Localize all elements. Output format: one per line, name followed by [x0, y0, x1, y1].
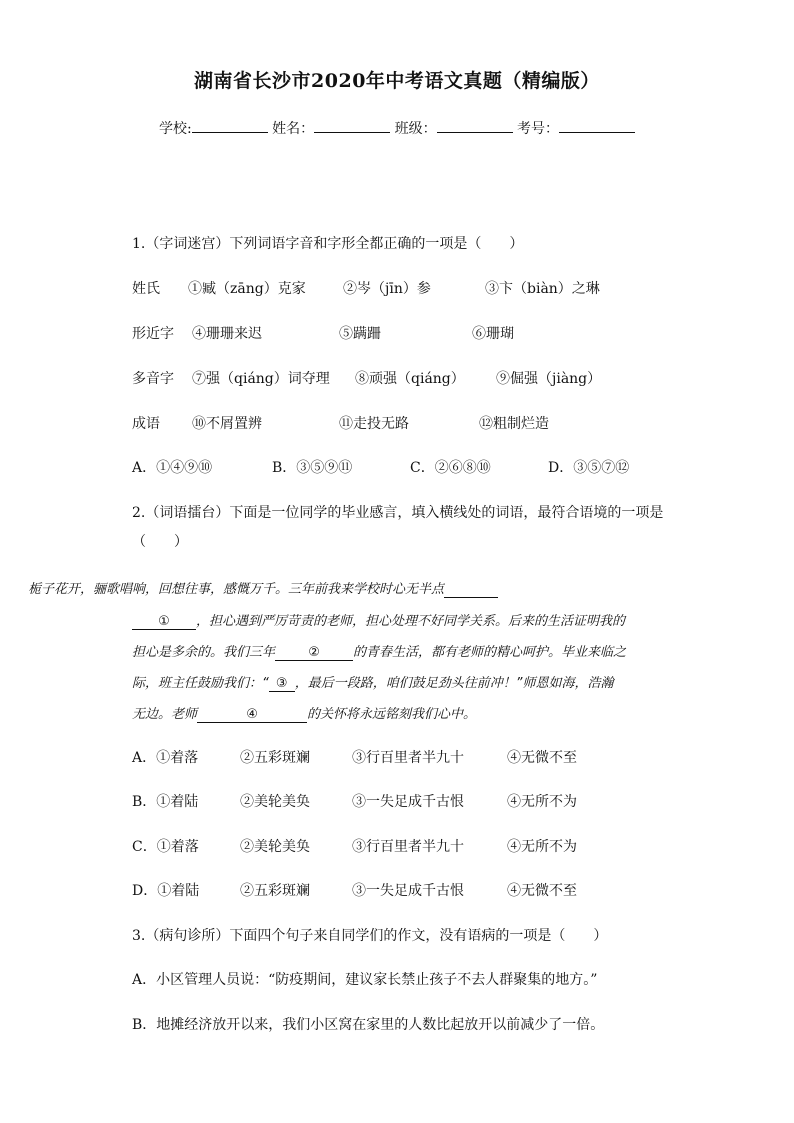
q1-item: ⑫粗制烂造 [479, 416, 549, 432]
q2-option-b[interactable]: B．①着陆 [132, 794, 199, 810]
passage-text: 际，班主任鼓励我们：“ [132, 676, 269, 691]
exam-no-label: 考号： [517, 121, 560, 137]
name-blank[interactable] [314, 118, 390, 133]
blank-2[interactable]: ② [275, 645, 353, 661]
q3-option-a[interactable]: A．小区管理人员说：“防疫期间，建议家长禁止孩子不去人群聚集的地方。” [132, 972, 598, 988]
exam-no-blank[interactable] [559, 118, 635, 133]
name-label: 姓名： [272, 121, 315, 137]
q2-stem-parens: （ ） [132, 534, 188, 550]
passage-text: 无边。老师 [132, 707, 198, 722]
q2-option-a[interactable]: A．①着落 [132, 750, 199, 766]
passage-text: 的青春生活，都有老师的精心呵护。毕业来临之 [353, 645, 627, 660]
q1-row-label: 形近字 [132, 326, 174, 342]
q1-item: ⑩不屑置辨 [192, 416, 262, 432]
q1-item: ⑦强（qiáng）词夺理 [192, 371, 330, 387]
passage-text: ，担心遇到严厉苛责的老师，担心处理不好同学关系。后来的生活证明我的 [196, 614, 626, 629]
passage-text: ，最后一段路，咱们鼓足劲头往前冲！”师恩如海，浩瀚 [294, 676, 614, 691]
school-blank[interactable] [192, 118, 268, 133]
document-title: 湖南省长沙市2020年中考语文真题（精编版） [194, 70, 600, 92]
class-label: 班级： [394, 121, 437, 137]
q1-option-b[interactable]: B．③⑤⑨⑪ [272, 460, 353, 476]
q2-option-c[interactable]: C．①着落 [132, 839, 199, 855]
q1-item: ⑧顽强（qiáng） [355, 371, 465, 387]
blank-1[interactable]: ① [132, 614, 196, 630]
q2-option-item: ④无所不为 [507, 839, 577, 855]
blank-4[interactable]: ④ [197, 707, 307, 723]
q1-item: ①臧（zāng）克家 [188, 281, 306, 297]
q1-item: ⑨倔强（jiàng） [496, 371, 602, 387]
q1-item: ⑪走投无路 [339, 416, 409, 432]
q2-option-item: ③行百里者半九十 [352, 750, 464, 766]
passage-text: 栀子花开，骊歌唱响，回想往事，感慨万千。三年前我来学校时心无半点 [28, 582, 445, 597]
q2-option-item: ②五彩斑斓 [240, 883, 310, 899]
q1-option-a[interactable]: A．①④⑨⑩ [132, 460, 213, 476]
q2-option-item: ③一失足成千古恨 [352, 883, 464, 899]
q2-option-item: ②美轮美奂 [240, 839, 310, 855]
q3-option-b[interactable]: B．地摊经济放开以来，我们小区窝在家里的人数比起放开以前减少了一倍。 [132, 1017, 605, 1033]
q1-row-label: 姓氏 [132, 281, 160, 297]
q1-item: ②岑（jīn）参 [343, 281, 431, 297]
q2-option-item: ④无微不至 [507, 750, 577, 766]
passage-text: 的关怀将永远铭刻我们心中。 [307, 707, 477, 722]
student-info-line [0, 118, 794, 138]
q1-item: ⑥珊瑚 [472, 326, 514, 342]
q1-item: ④珊珊来迟 [192, 326, 262, 342]
q2-option-item: ③行百里者半九十 [352, 839, 464, 855]
q3-stem: 3.（病句诊所）下面四个句子来自同学们的作文，没有语病的一项是（ ） [132, 928, 608, 944]
blank-1-start[interactable] [444, 582, 498, 598]
q1-row-label: 成语 [132, 416, 160, 432]
q1-item: ⑤蹒跚 [339, 326, 381, 342]
blank-3[interactable]: ③ [269, 676, 295, 692]
q2-option-item: ④无所不为 [507, 794, 577, 810]
q1-item: ③卞（biàn）之琳 [485, 281, 600, 297]
q2-option-item: ②美轮美奂 [240, 794, 310, 810]
q2-option-item: ④无微不至 [507, 883, 577, 899]
q2-option-item: ②五彩斑斓 [240, 750, 310, 766]
q1-option-c[interactable]: C．②⑥⑧⑩ [410, 460, 491, 476]
q2-stem: 2.（词语擂台）下面是一位同学的毕业感言，填入横线处的词语，最符合语境的一项是 [132, 505, 664, 521]
q2-option-d[interactable]: D．①着陆 [132, 883, 200, 899]
class-blank[interactable] [437, 118, 513, 133]
passage-text: 担心是多余的。我们三年 [132, 645, 276, 660]
q1-option-d[interactable]: D．③⑤⑦⑫ [548, 460, 630, 476]
school-label: 学校: [158, 121, 192, 137]
q1-stem: 1.（字词迷宫）下列词语字音和字形全都正确的一项是（ ） [132, 236, 524, 252]
q1-row-label: 多音字 [132, 371, 174, 387]
q2-option-item: ③一失足成千古恨 [352, 794, 464, 810]
